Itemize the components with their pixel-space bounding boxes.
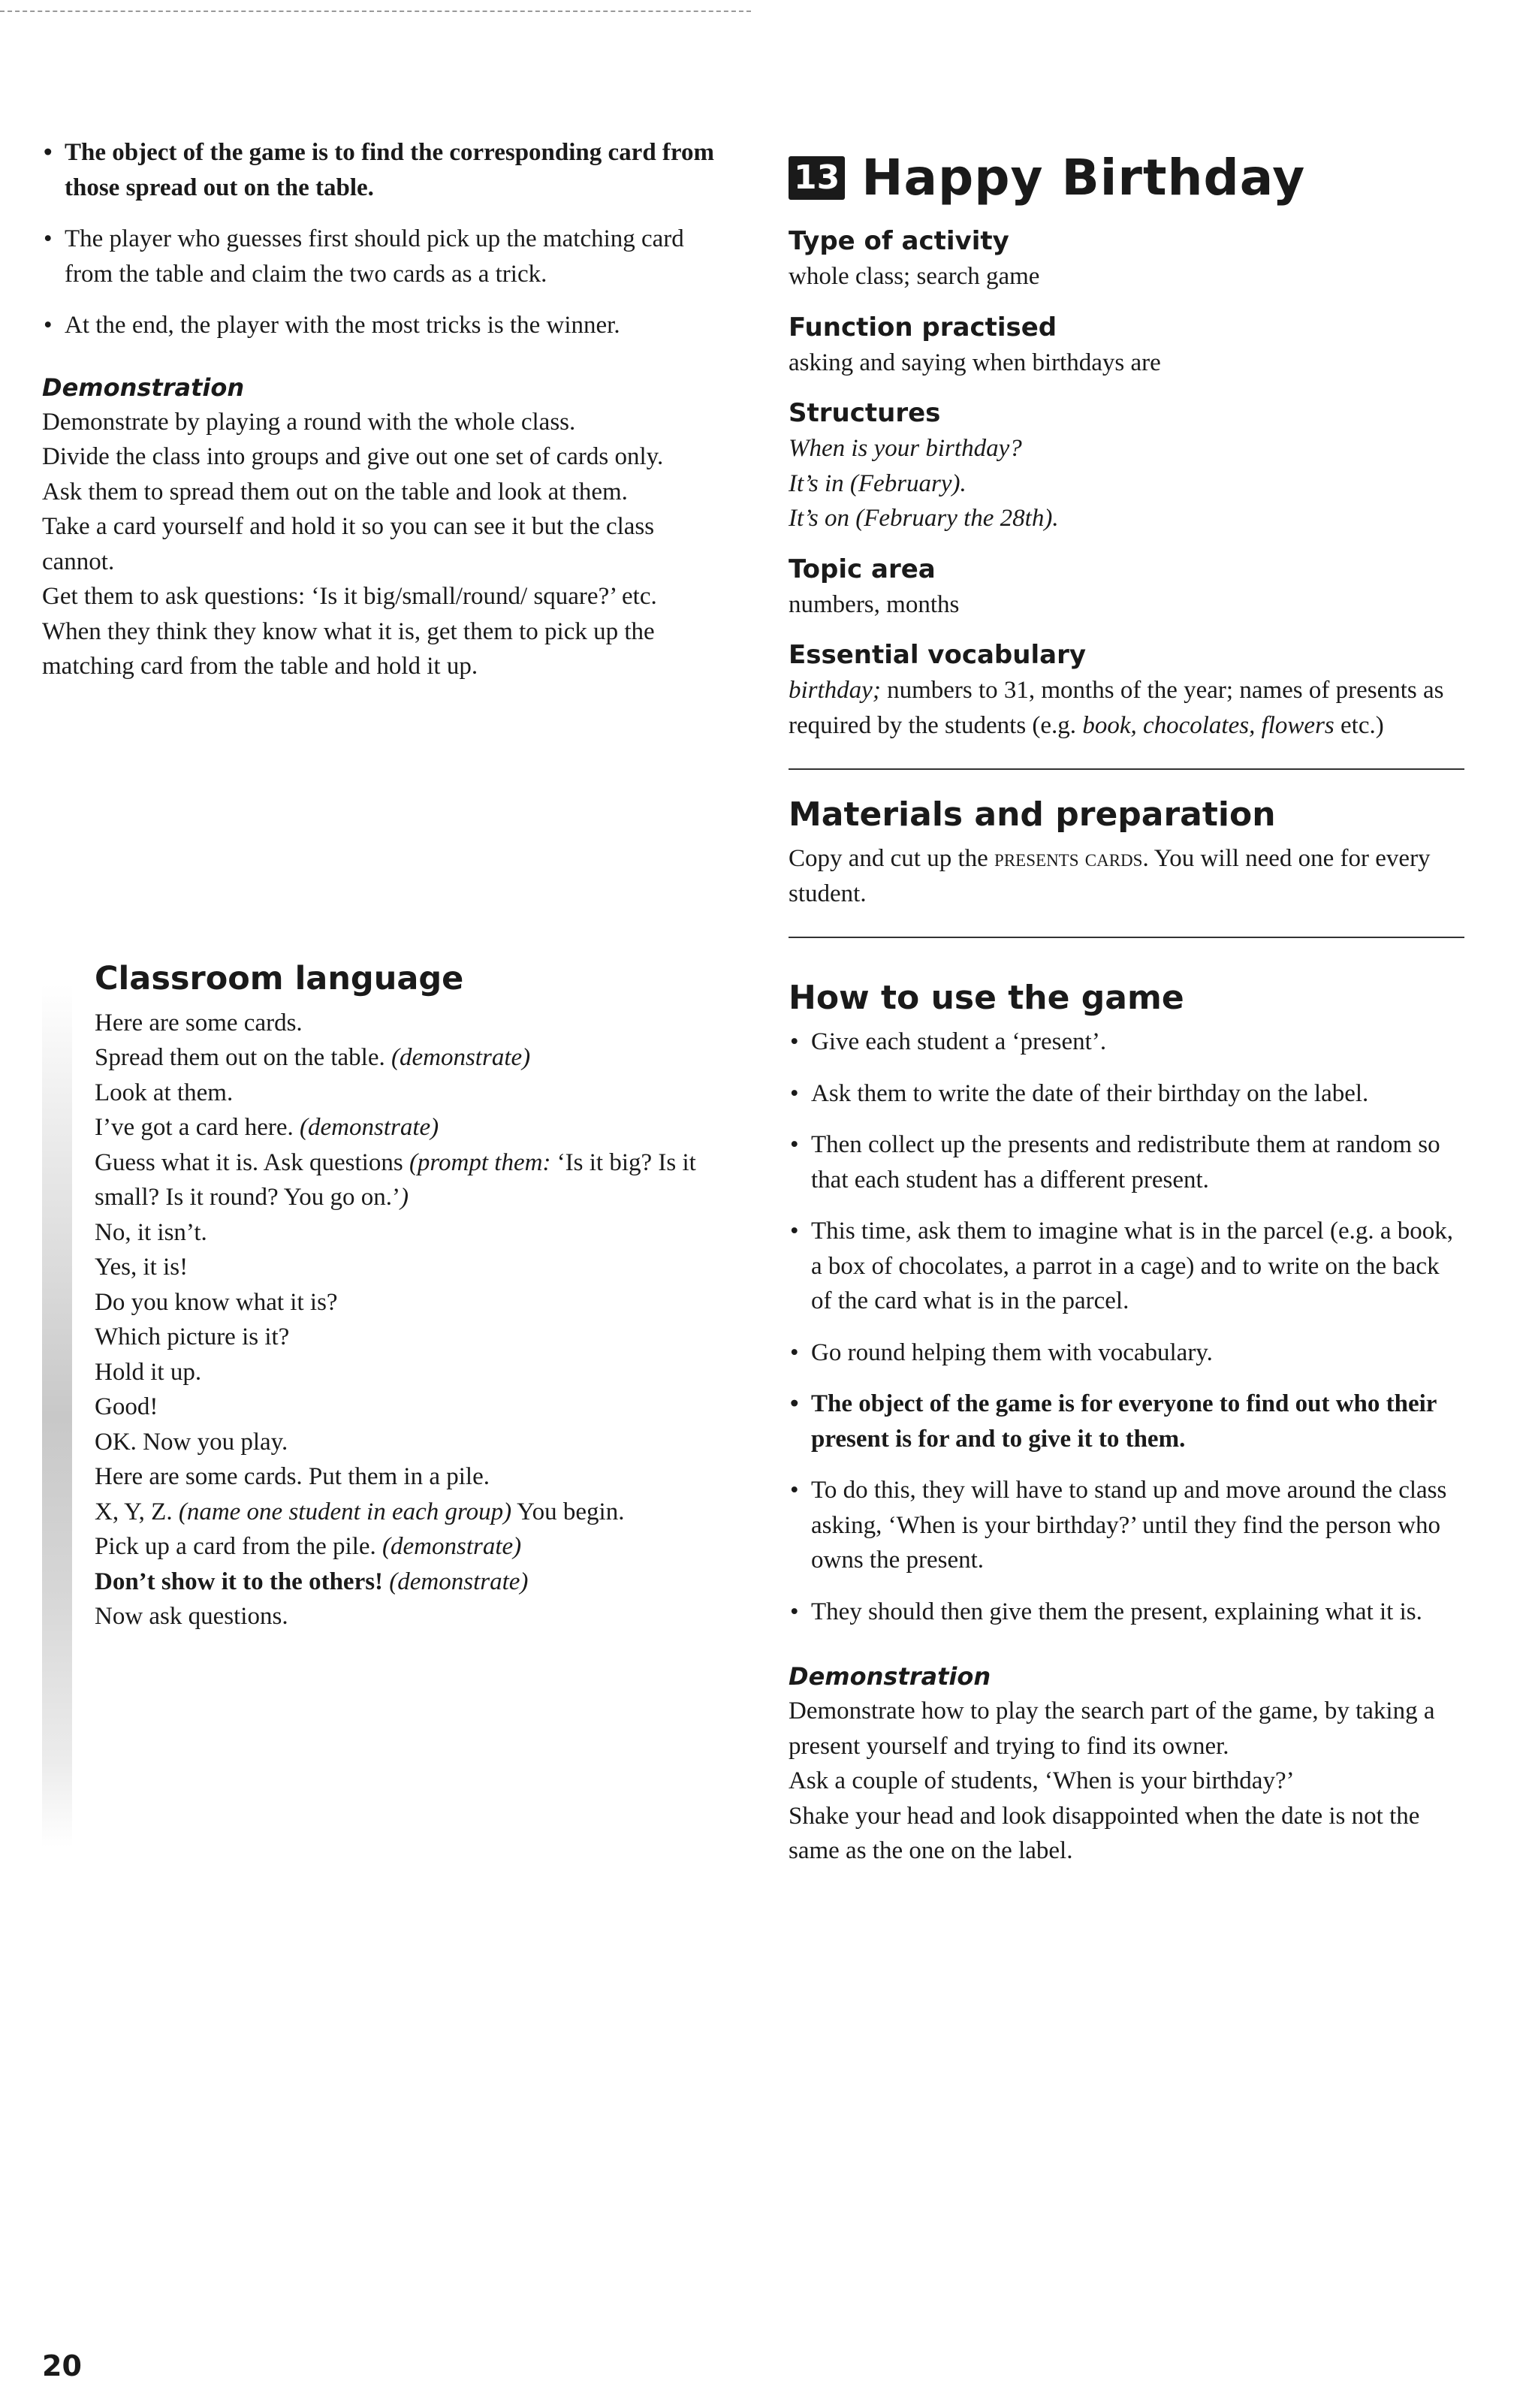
demo-line: Demonstrate how to play the search part of the game, by taking a present yourself and trying to find its owner. (789, 1697, 1435, 1760)
game-title: Happy Birthday (861, 149, 1306, 207)
language-line: Don’t show it to the others! (demonstrate) (95, 1568, 529, 1595)
list-item: • To do this, they will have to stand up and move around the class asking, ‘When is your birthday?’ until they find the person who owns the present. (789, 1473, 1464, 1578)
structure-line: When is your birthday? (789, 435, 1022, 462)
classroom-language-heading: Classroom language (95, 960, 464, 997)
topic-label: Topic area (789, 554, 936, 584)
language-line: I’ve got a card here. (demonstrate) (95, 1114, 439, 1141)
language-line: X, Y, Z. (name one student in each group) You begin. (95, 1498, 625, 1525)
language-line: Spread them out on the table. (demonstrate) (95, 1044, 531, 1071)
rules-bullet-list (42, 135, 718, 343)
demo-line: Demonstrate by playing a round with the whole class. (42, 408, 576, 436)
structure-line: It’s on (February the 28th). (789, 505, 1059, 532)
demo-line: Ask them to spread them out on the table and look at them. (42, 478, 628, 505)
type-label: Type of activity (789, 226, 1009, 256)
demonstration-text (42, 405, 718, 684)
demo-line: Get them to ask questions: ‘Is it big/small/round/ square?’ etc. (42, 583, 657, 610)
demo-line: Shake your head and look disappointed when the date is not the same as the one on the label. (789, 1802, 1420, 1864)
scan-edge-line (0, 11, 751, 12)
list-item: • Then collect up the presents and redistribute them at random so that each student has a different present. (789, 1127, 1464, 1197)
vocabulary-value: birthday; numbers to 31, months of the year; names of presents as required by the students (e.g. book, chocolates, flowers etc.) (789, 677, 1444, 739)
language-line: OK. Now you play. (95, 1428, 288, 1456)
list-item: • Ask them to write the date of their birthday on the label. (789, 1076, 1464, 1112)
right-column (789, 137, 1464, 1869)
materials-text: Copy and cut up the presents cards. You will need one for every student. (789, 845, 1431, 907)
left-column (42, 135, 718, 684)
demonstration-text (789, 1694, 1464, 1869)
demo-line: Ask a couple of students, ‘When is your birthday?’ (789, 1767, 1295, 1794)
language-line: Do you know what it is? (95, 1288, 338, 1316)
game-title-row (789, 149, 1464, 207)
language-line: Which picture is it? (95, 1323, 290, 1350)
structure-line: It’s in (February). (789, 469, 967, 497)
language-line: Here are some cards. Put them in a pile. (95, 1463, 490, 1490)
type-value: whole class; search game (789, 263, 1040, 290)
language-line: Good! (95, 1393, 158, 1420)
page-number: 20 (42, 2349, 82, 2382)
function-value: asking and saying when birthdays are (789, 349, 1161, 376)
demonstration-heading: Demonstration (789, 1662, 991, 1691)
language-line: Now ask questions. (95, 1603, 288, 1630)
divider (789, 937, 1464, 938)
language-line: Here are some cards. (95, 1009, 303, 1037)
topic-value: numbers, months (789, 590, 960, 618)
language-line: No, it isn’t. (95, 1218, 207, 1246)
list-item: • At the end, the player with the most tricks is the winner. (42, 308, 718, 343)
language-line: Hold it up. (95, 1358, 202, 1386)
language-line: Yes, it is! (95, 1254, 188, 1281)
demo-line: Take a card yourself and hold it so you can see it but the class cannot. (42, 513, 655, 575)
divider (789, 768, 1464, 770)
function-label: Function practised (789, 312, 1057, 342)
shaded-margin-bar (42, 984, 72, 1848)
how-to-bullet-list (789, 1024, 1464, 1629)
list-item: • This time, ask them to imagine what is in the parcel (e.g. a book, a box of chocolates, a parrot in a cage) and to write on the back of the card what is in the parcel. (789, 1214, 1464, 1319)
classroom-language-content (95, 961, 718, 1634)
list-item: • Go round helping them with vocabulary. (789, 1335, 1464, 1371)
list-item: • The player who guesses first should pick up the matching card from the table and claim the two cards as a trick. (42, 222, 718, 291)
language-line: Pick up a card from the pile. (demonstrate) (95, 1533, 522, 1560)
list-item: • The object of the game is to find the corresponding card from those spread out on the table. (42, 135, 718, 205)
game-number-badge: 13 (789, 156, 845, 200)
language-line: Guess what it is. Ask questions (prompt them: ‘Is it big? Is it small? Is it round? You go on.’) (95, 1148, 696, 1211)
materials-heading: Materials and preparation (789, 795, 1276, 834)
demonstration-heading: Demonstration (42, 373, 245, 402)
list-item: • They should then give them the present, explaining what it is. (789, 1595, 1464, 1630)
structures-label: Structures (789, 398, 941, 428)
list-item: • The object of the game is for everyone to find out who their present is for and to give it to them. (789, 1387, 1464, 1456)
list-item: • Give each student a ‘present’. (789, 1024, 1464, 1060)
demo-line: Divide the class into groups and give out one set of cards only. (42, 443, 664, 470)
demo-line: When they think they know what it is, get them to pick up the matching card from the table and hold it up. (42, 617, 655, 680)
how-to-heading: How to use the game (789, 979, 1184, 1017)
language-line: Look at them. (95, 1079, 234, 1106)
vocabulary-label: Essential vocabulary (789, 640, 1086, 670)
